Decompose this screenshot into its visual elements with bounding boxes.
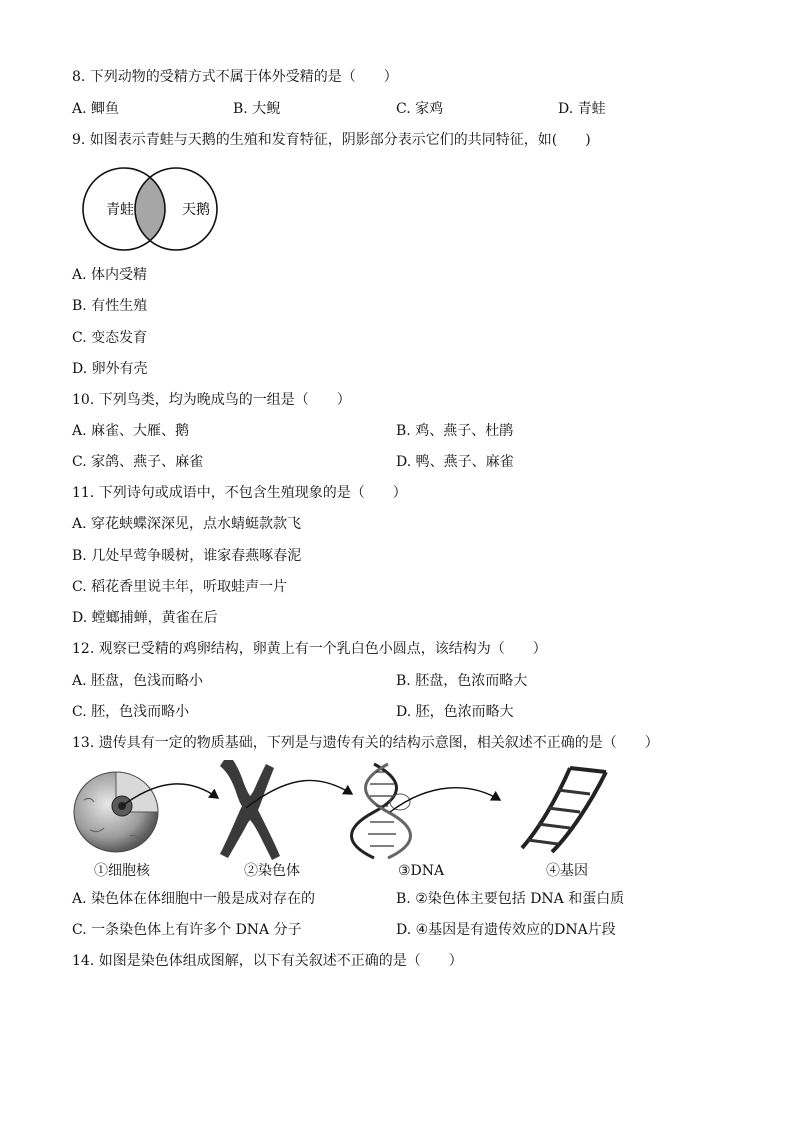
cell-nucleus-illustration xyxy=(74,772,158,852)
question-11-option-d: D. 螳螂捕蝉，黄雀在后 xyxy=(72,610,218,626)
question-10-stem: 10. 下列鸟类，均为晚成鸟的一组是（ ） xyxy=(72,392,351,408)
question-10-option-d: D. 鸭、燕子、麻雀 xyxy=(396,454,514,470)
question-10-option-c: C. 家鸽、燕子、麻雀 xyxy=(72,454,204,470)
question-11-option-a: A. 穿花蛱蝶深深见，点水蜻蜓款款飞 xyxy=(72,516,302,532)
question-12-stem: 12. 观察已受精的鸡卵结构，卵黄上有一个乳白色小圆点，该结构为（ ） xyxy=(72,641,547,657)
question-8-option-a: A. 鲫鱼 xyxy=(72,101,120,117)
question-10-option-b: B. 鸡、燕子、杜鹃 xyxy=(396,423,514,439)
question-14-stem: 14. 如图是染色体组成图解，以下有关叙述不正确的是（ ） xyxy=(72,953,463,969)
dna-helix-illustration xyxy=(352,764,411,858)
chromosome-illustration xyxy=(220,760,280,860)
question-11-option-b: B. 几处早莺争暖树，谁家春燕啄春泥 xyxy=(72,548,302,564)
question-9-option-c: C. 变态发育 xyxy=(72,330,148,346)
heredity-structures-figure xyxy=(70,760,630,860)
question-11-option-c: C. 稻花香里说丰年，听取蛙声一片 xyxy=(72,579,288,595)
question-8-option-d: D. 青蛙 xyxy=(558,101,606,117)
gene-segment-illustration xyxy=(522,768,606,852)
question-12-option-a: A. 胚盘，色浅而略小 xyxy=(72,673,204,689)
question-9-option-d: D. 卵外有壳 xyxy=(72,361,148,377)
question-8-stem: 8. 下列动物的受精方式不属于体外受精的是（ ） xyxy=(72,69,398,85)
question-12-option-b: B. 胚盘，色浓而略大 xyxy=(396,673,528,689)
question-13-option-b: B. ②染色体主要包括 DNA 和蛋白质 xyxy=(396,891,625,907)
question-13-option-a: A. 染色体在体细胞中一般是成对存在的 xyxy=(72,891,316,907)
question-9-stem: 9. 如图表示青蛙与天鹅的生殖和发育特征，阴影部分表示它们的共同特征，如( ) xyxy=(72,132,591,148)
caption-chromosome: ②染色体 xyxy=(244,863,300,879)
question-13-option-c: C. 一条染色体上有许多个 DNA 分子 xyxy=(72,922,302,938)
question-10-option-a: A. 麻雀、大雁、鹅 xyxy=(72,423,190,439)
venn-label-right: 天鹅 xyxy=(182,202,210,218)
question-8-option-c: C. 家鸡 xyxy=(396,101,444,117)
caption-dna: ③DNA xyxy=(398,863,445,879)
question-8-option-b: B. 大鲵 xyxy=(233,101,281,117)
question-12-option-c: C. 胚，色浅而略小 xyxy=(72,704,190,720)
venn-diagram xyxy=(72,164,232,254)
caption-cell-nucleus: ①细胞核 xyxy=(94,863,150,879)
caption-gene: ④基因 xyxy=(546,863,588,879)
question-9-option-a: A. 体内受精 xyxy=(72,267,148,283)
question-11-stem: 11. 下列诗句或成语中，不包含生殖现象的是（ ） xyxy=(72,485,407,501)
question-9-option-b: B. 有性生殖 xyxy=(72,298,148,314)
venn-label-left: 青蛙 xyxy=(106,202,134,218)
question-13-option-d: D. ④基因是有遗传效应的DNA片段 xyxy=(396,922,616,938)
question-13-stem: 13. 遗传具有一定的物质基础，下列是与遗传有关的结构示意图，相关叙述不正确的是（ ） xyxy=(72,735,659,751)
question-12-option-d: D. 胚，色浓而略大 xyxy=(396,704,514,720)
